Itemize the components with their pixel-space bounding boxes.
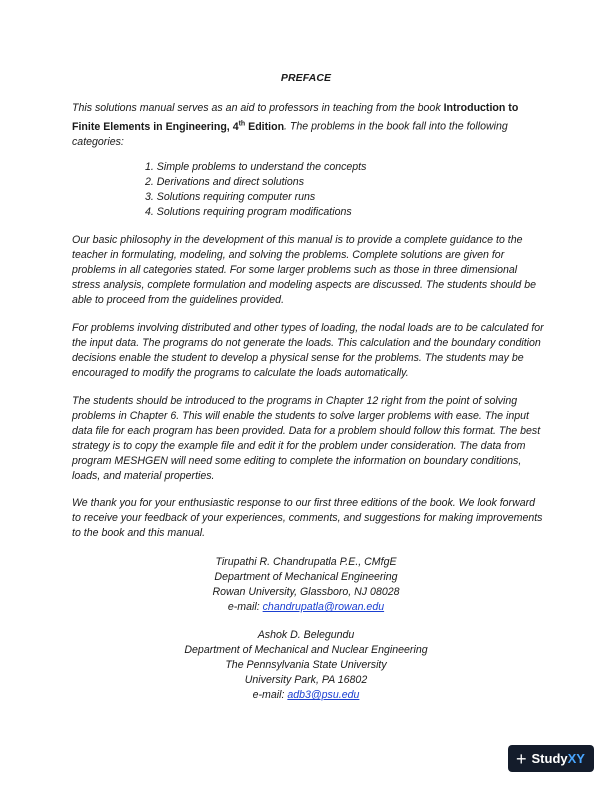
author1-signature: [0, 555, 612, 615]
studyxy-badge[interactable]: [508, 745, 594, 772]
intro-paragraph: [72, 101, 544, 150]
list-item: 1. Simple problems to understand the concepts: [145, 161, 367, 173]
author2-dept: Department of Mechanical and Nuclear Engineering: [184, 644, 428, 656]
author1-address: Rowan University, Glassboro, NJ 08028: [212, 586, 400, 598]
author2-email-link[interactable]: adb3@psu.edu: [287, 689, 360, 701]
list-item: 2. Derivations and direct solutions: [145, 176, 304, 188]
author2-signature: [0, 628, 612, 703]
category-list: [145, 160, 366, 220]
intro-lead: This solutions manual serves as an aid to professors in teaching from the book: [72, 102, 444, 114]
author1-email-link[interactable]: chandrupatla@rowan.edu: [262, 601, 385, 613]
badge-xy-text: XY: [567, 751, 585, 766]
book-title: Introduction to Finite Elements in Engineering, 4th Edition: [72, 102, 519, 133]
author2-name: Ashok D. Belegundu: [257, 629, 355, 641]
philosophy-paragraph: Our basic philosophy in the development of this manual is to provide a complete guidance to the teacher in formulating, modeling, and solving the problems. Complete solutions are given for problems in all categories stated. For some larger problems such as those in three dimensional stress analysis, complete formulation and modeling aspects are discussed. The students should be able to proceed from the guidelines provided.: [72, 234, 537, 306]
list-item: 3. Solutions requiring computer runs: [145, 191, 316, 203]
author1-dept: Department of Mechanical Engineering: [214, 571, 398, 583]
plus-icon: +: [516, 748, 527, 769]
thanks-paragraph: We thank you for your enthusiastic response to our first three editions of the book. We look forward to receive your feedback of your experiences, comments, and suggestions for making improvements to the book and this manual.: [72, 497, 543, 539]
intro-tail: . The problems in the book fall into the following categories:: [72, 120, 508, 148]
author1-name: Tirupathi R. Chandrupatla P.E., CMfgE: [215, 556, 397, 568]
programs-paragraph: The students should be introduced to the programs in Chapter 12 right from the point of solving problems in Chapter 6. This will enable the students to solve larger problems with ease. The input data file for each program has been provided. Data for a problem should follow this format. The best strategy is to copy the example file and edit it for the problem under consideration. The data from program MESHGEN will need some editing to complete the information on boundary conditions, loads, and material properties.: [72, 395, 541, 482]
author1-email-line: e-mail: chandrupatla@rowan.edu: [227, 601, 385, 613]
page-title: PREFACE: [280, 72, 332, 84]
author2-address: University Park, PA 16802: [244, 674, 368, 686]
edition-superscript: th: [238, 120, 246, 127]
author2-univ: The Pennsylvania State University: [225, 659, 387, 671]
badge-study-text: Study: [531, 751, 568, 766]
loading-paragraph: For problems involving distributed and other types of loading, the nodal loads are to be calculated for the input data. The programs do not generate the loads. This calculation and the boundary condition decisions enable the student to develop a physical sense for the problems. The students may be encouraged to modify the programs to calculate the loads automatically.: [72, 322, 544, 379]
author2-email-line: e-mail: adb3@psu.edu: [252, 689, 360, 701]
list-item: 4. Solutions requiring program modifications: [145, 206, 352, 218]
